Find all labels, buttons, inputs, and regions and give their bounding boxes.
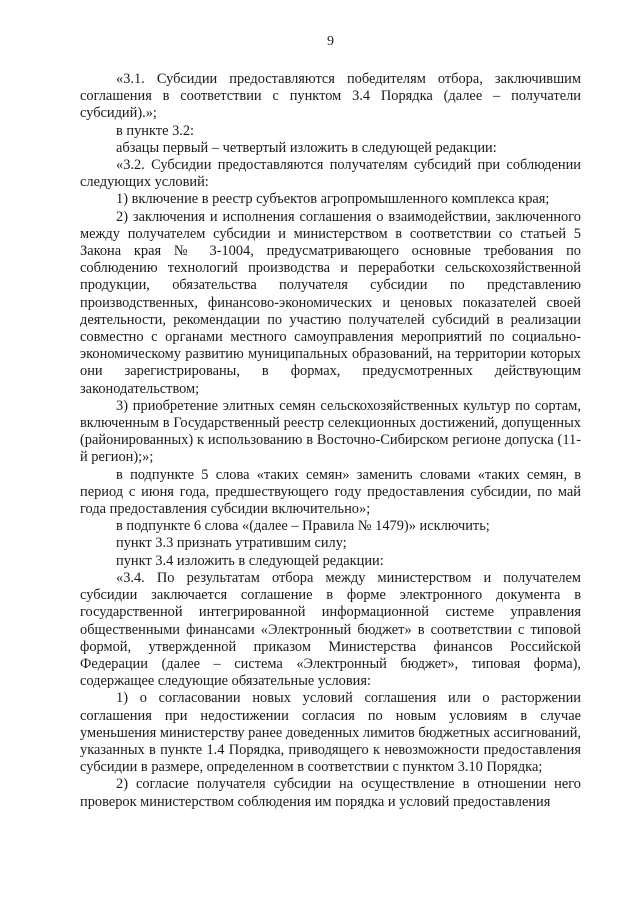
paragraph: 1) включение в реестр субъектов агропромышленного комплекса края; [116,191,550,208]
paragraph: пункт 3.4 изложить в следующей редакции: [116,552,384,569]
page-number: 9 [327,34,334,49]
paragraph: в подпункте 6 слова «(далее – Правила № 1479)» исключить; [116,518,490,535]
paragraph: «3.2. Субсидии предоставляются получателям субсидий при соблюдении следующих условий: [80,157,581,191]
paragraph: 2) согласие получателя субсидии на осуществление в отношении него проверок министерством соблюдения им порядка и условий предоставления [80,776,581,810]
paragraph: «3.1. Субсидии предоставляются победителям отбора, заключившим соглашения в соответствии с пунктом 3.4 Порядка (далее – получатели субсидий).»; [80,71,581,122]
paragraph: в подпункте 5 слова «таких семян» заменить словами «таких семян, в период с июня года, предшествующего году предоставления субсидии, по май года предоставления субсидии включительно»; [80,466,581,518]
paragraph: пункт 3.3 признать утратившим силу; [116,535,347,552]
document-body [80,71,581,811]
paragraph: абзацы первый – четвертый изложить в следующей редакции: [116,139,497,156]
paragraph: 2) заключения и исполнения соглашения о взаимодействии, заключенного между получателем субсидии и министерством в соответствии со статьей 5 Закона края № 3-1004, предусматривающего основные требования по соблюдению технологий производства и переработки сельскохозяйственной продукции, обязательства получателя субсидии по представлению производственных, финансово-экономических и ценовых показателей своей деятельности, рекомендации по участию получателей субсидий в реализации совместно с органами местного самоуправления мероприятий по социально-экономическому развитию муниципальных образований, на территории которых они зарегистрированы, в формах, предусмотренных действующим законодательством; [80,208,581,397]
paragraph: в пункте 3.2: [116,122,195,139]
paragraph: 1) о согласовании новых условий соглашения или о расторжении соглашения при недостижении согласия по новым условиям в случае уменьшения министерству ранее доведенных лимитов бюджетных ассигнований, указанных в пункте 1.4 Порядка, приводящего к невозможности предоставления субсидии в размере, определенном в соответствии с пунктом 3.10 Порядка; [80,690,581,776]
paragraph: 3) приобретение элитных семян сельскохозяйственных культур по сортам, включенным в Государственный реестр селекционных достижений, допущенных (районированных) к использованию в Восточно-Сибирском регионе допуска (11-й регион);»; [80,397,581,466]
paragraph: «3.4. По результатам отбора между министерством и получателем субсидии заключается соглашение в форме электронного документа в государственной интегрированной информационной системе управления общественными финансами «Электронный бюджет» в соответствии с типовой формой, утвержденной приказом Министерства финансов Российской Федерации (далее – система «Электронный бюджет», типовая форма), содержащее следующие обязательные условия: [80,569,581,690]
